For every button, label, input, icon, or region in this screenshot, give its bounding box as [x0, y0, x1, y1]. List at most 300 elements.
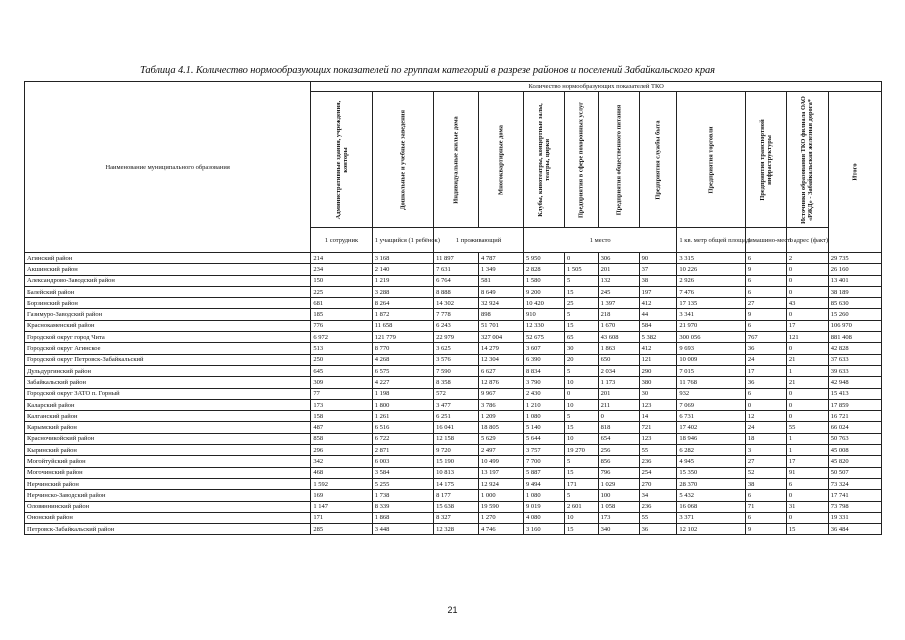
- value-cell: 12 876: [479, 377, 524, 388]
- unit-header: 1 кв. метр общей площади: [677, 228, 746, 253]
- municipality-name: Городской округ Агинское: [25, 343, 311, 354]
- value-cell: 1 863: [598, 343, 639, 354]
- value-cell: 214: [311, 253, 372, 264]
- value-cell: 38: [639, 275, 677, 286]
- value-cell: 0: [786, 512, 828, 523]
- value-cell: 309: [311, 377, 372, 388]
- value-cell: 7 700: [524, 456, 565, 467]
- value-cell: 55: [639, 512, 677, 523]
- value-cell: 468: [311, 467, 372, 478]
- value-cell: 9: [745, 524, 786, 535]
- value-cell: 10: [564, 433, 598, 444]
- value-cell: 342: [311, 456, 372, 467]
- table-row: [25, 343, 882, 354]
- total-header: Итого: [828, 92, 881, 253]
- table-row: [25, 332, 882, 343]
- value-cell: 12 330: [524, 320, 565, 331]
- value-cell: 1 198: [372, 388, 433, 399]
- value-cell: 19 270: [564, 445, 598, 456]
- value-cell: 12: [745, 411, 786, 422]
- value-cell: 24: [745, 354, 786, 365]
- category-header: Источники образования ТКО филиала ОАО «РЖД» - Забайкальская железная дорога*: [786, 92, 828, 228]
- table-row: [25, 309, 882, 320]
- value-cell: 645: [311, 365, 372, 376]
- total-cell: 73 324: [828, 478, 881, 489]
- value-cell: 11 658: [372, 320, 433, 331]
- value-cell: 0: [564, 253, 598, 264]
- municipality-name: Калганский район: [25, 411, 311, 422]
- value-cell: 1 219: [372, 275, 433, 286]
- value-cell: 296: [311, 445, 372, 456]
- value-cell: 254: [639, 467, 677, 478]
- table-row: [25, 422, 882, 433]
- value-cell: 123: [639, 433, 677, 444]
- value-cell: 17: [786, 320, 828, 331]
- unit-header: 1 учащийся (1 ребёнок): [372, 228, 433, 253]
- table-row: [25, 365, 882, 376]
- total-cell: 36 484: [828, 524, 881, 535]
- municipality-name: Кыринский район: [25, 445, 311, 456]
- value-cell: 218: [598, 309, 639, 320]
- value-cell: 4 268: [372, 354, 433, 365]
- total-cell: 38 189: [828, 286, 881, 297]
- municipal-indicators-table: [24, 81, 882, 535]
- value-cell: 5 382: [639, 332, 677, 343]
- value-cell: 52 675: [524, 332, 565, 343]
- total-cell: 45 008: [828, 445, 881, 456]
- value-cell: 8 327: [434, 512, 479, 523]
- unit-header: 1 сотрудник: [311, 228, 372, 253]
- table-row: [25, 456, 882, 467]
- value-cell: 6 251: [434, 411, 479, 422]
- value-cell: 250: [311, 354, 372, 365]
- page-number: 21: [447, 605, 458, 615]
- value-cell: 0: [745, 399, 786, 410]
- value-cell: 90: [639, 253, 677, 264]
- value-cell: 4 227: [372, 377, 433, 388]
- total-cell: 45 820: [828, 456, 881, 467]
- value-cell: 5 255: [372, 478, 433, 489]
- value-cell: 1 349: [479, 264, 524, 275]
- total-cell: 39 633: [828, 365, 881, 376]
- value-cell: 2 828: [524, 264, 565, 275]
- category-header: Предприятия в сфере похоронных услуг: [564, 92, 598, 228]
- value-cell: 10 499: [479, 456, 524, 467]
- category-header: Предприятия общественного питания: [598, 92, 639, 228]
- value-cell: 11 768: [677, 377, 746, 388]
- value-cell: 6: [745, 275, 786, 286]
- value-cell: 4 787: [479, 253, 524, 264]
- municipality-name: Забайкальский район: [25, 377, 311, 388]
- total-cell: 50 507: [828, 467, 881, 478]
- value-cell: 245: [598, 286, 639, 297]
- value-cell: 2 926: [677, 275, 746, 286]
- total-cell: 73 798: [828, 501, 881, 512]
- value-cell: 0: [786, 490, 828, 501]
- value-cell: 6: [745, 490, 786, 501]
- value-cell: 8 264: [372, 298, 433, 309]
- unit-header: 1 адрес (факт): [786, 228, 828, 253]
- value-cell: 3 576: [434, 354, 479, 365]
- value-cell: 7 476: [677, 286, 746, 297]
- value-cell: 306: [598, 253, 639, 264]
- value-cell: 18 805: [479, 422, 524, 433]
- value-cell: 30: [639, 388, 677, 399]
- unit-header: 1 машино-место: [745, 228, 786, 253]
- value-cell: 20: [564, 354, 598, 365]
- value-cell: 5 629: [479, 433, 524, 444]
- value-cell: 6: [745, 388, 786, 399]
- value-cell: 5: [564, 490, 598, 501]
- value-cell: 1 670: [598, 320, 639, 331]
- value-cell: 3 584: [372, 467, 433, 478]
- value-cell: 15 190: [434, 456, 479, 467]
- value-cell: 10 009: [677, 354, 746, 365]
- value-cell: 2 034: [598, 365, 639, 376]
- value-cell: 1 209: [479, 411, 524, 422]
- value-cell: 8 358: [434, 377, 479, 388]
- value-cell: 6 243: [434, 320, 479, 331]
- value-cell: 8 834: [524, 365, 565, 376]
- value-cell: 6 972: [311, 332, 372, 343]
- value-cell: 856: [598, 456, 639, 467]
- municipality-name: Александрово-Заводский район: [25, 275, 311, 286]
- value-cell: 3 786: [479, 399, 524, 410]
- value-cell: 581: [479, 275, 524, 286]
- municipality-name: Городской округ город Чита: [25, 332, 311, 343]
- value-cell: 71: [745, 501, 786, 512]
- municipality-name: Дульдургинский район: [25, 365, 311, 376]
- municipality-name: Агинский район: [25, 253, 311, 264]
- value-cell: 3: [745, 445, 786, 456]
- unit-header: 1 место: [524, 228, 677, 253]
- value-cell: 3 168: [372, 253, 433, 264]
- value-cell: 1 800: [372, 399, 433, 410]
- value-cell: 10 420: [524, 298, 565, 309]
- value-cell: 650: [598, 354, 639, 365]
- value-cell: 185: [311, 309, 372, 320]
- value-cell: 285: [311, 524, 372, 535]
- value-cell: 17: [786, 456, 828, 467]
- value-cell: 290: [639, 365, 677, 376]
- value-cell: 8 888: [434, 286, 479, 297]
- table-caption: Таблица 4.1. Количество нормообразующих показателей по группам категорий в разрезе районов и поселений Забайкальского края: [140, 65, 715, 76]
- value-cell: 30: [564, 343, 598, 354]
- value-cell: 52: [745, 467, 786, 478]
- value-cell: 898: [479, 309, 524, 320]
- group-header: Количество нормообразующих показателей ТКО: [311, 82, 882, 92]
- municipality-name: Могочинский район: [25, 467, 311, 478]
- table-row: [25, 411, 882, 422]
- value-cell: 77: [311, 388, 372, 399]
- value-cell: 55: [786, 422, 828, 433]
- value-cell: 9 720: [434, 445, 479, 456]
- value-cell: 173: [598, 512, 639, 523]
- value-cell: 132: [598, 275, 639, 286]
- value-cell: 18: [745, 433, 786, 444]
- value-cell: 9 019: [524, 501, 565, 512]
- value-cell: 13 197: [479, 467, 524, 478]
- total-cell: 19 331: [828, 512, 881, 523]
- value-cell: 0: [786, 388, 828, 399]
- value-cell: 100: [598, 490, 639, 501]
- value-cell: 4 080: [524, 512, 565, 523]
- value-cell: 9 693: [677, 343, 746, 354]
- value-cell: 51 701: [479, 320, 524, 331]
- value-cell: 256: [598, 445, 639, 456]
- value-cell: 15: [564, 320, 598, 331]
- value-cell: 5 950: [524, 253, 565, 264]
- value-cell: 150: [311, 275, 372, 286]
- value-cell: 36: [639, 524, 677, 535]
- value-cell: 14 175: [434, 478, 479, 489]
- value-cell: 121: [786, 332, 828, 343]
- value-cell: 17 402: [677, 422, 746, 433]
- municipality-name: Городской округ Петровск-Забайкальский: [25, 354, 311, 365]
- municipality-name: Карымский район: [25, 422, 311, 433]
- value-cell: 12 102: [677, 524, 746, 535]
- value-cell: 584: [639, 320, 677, 331]
- municipality-name: Ононский район: [25, 512, 311, 523]
- table-row: [25, 399, 882, 410]
- total-cell: 50 763: [828, 433, 881, 444]
- value-cell: 171: [311, 512, 372, 523]
- value-cell: 121 779: [372, 332, 433, 343]
- value-cell: 1 580: [524, 275, 565, 286]
- value-cell: 18 946: [677, 433, 746, 444]
- category-header: Клубы, кинотеатры, концертные залы, театры, цирки: [524, 92, 565, 228]
- value-cell: 123: [639, 399, 677, 410]
- value-cell: 6: [786, 478, 828, 489]
- category-header: Административные здания, учреждения, конторы: [311, 92, 372, 228]
- value-cell: 932: [677, 388, 746, 399]
- value-cell: 21: [786, 377, 828, 388]
- value-cell: 412: [639, 343, 677, 354]
- value-cell: 44: [639, 309, 677, 320]
- value-cell: 3 160: [524, 524, 565, 535]
- value-cell: 6 390: [524, 354, 565, 365]
- value-cell: 201: [598, 264, 639, 275]
- value-cell: 15: [564, 422, 598, 433]
- total-cell: 66 024: [828, 422, 881, 433]
- table-row: [25, 264, 882, 275]
- value-cell: 91: [786, 467, 828, 478]
- value-cell: 15: [564, 524, 598, 535]
- value-cell: 1 505: [564, 264, 598, 275]
- value-cell: 17: [745, 365, 786, 376]
- table-row: [25, 320, 882, 331]
- value-cell: 1 261: [372, 411, 433, 422]
- value-cell: 0: [564, 388, 598, 399]
- municipality-name: Красночикойский район: [25, 433, 311, 444]
- total-cell: 42 828: [828, 343, 881, 354]
- total-cell: 106 970: [828, 320, 881, 331]
- value-cell: 5 140: [524, 422, 565, 433]
- value-cell: 8 339: [372, 501, 433, 512]
- municipality-name: Каларский район: [25, 399, 311, 410]
- value-cell: 5: [564, 275, 598, 286]
- value-cell: 513: [311, 343, 372, 354]
- total-cell: 29 735: [828, 253, 881, 264]
- unit-header: 1 проживающий: [434, 228, 524, 253]
- value-cell: 10: [564, 377, 598, 388]
- table-row: [25, 377, 882, 388]
- value-cell: 6: [745, 512, 786, 523]
- value-cell: 5: [564, 411, 598, 422]
- value-cell: 37: [639, 264, 677, 275]
- value-cell: 1 270: [479, 512, 524, 523]
- value-cell: 1 080: [524, 411, 565, 422]
- value-cell: 65: [564, 332, 598, 343]
- value-cell: 0: [598, 411, 639, 422]
- value-cell: 15 638: [434, 501, 479, 512]
- value-cell: 9: [745, 309, 786, 320]
- value-cell: 173: [311, 399, 372, 410]
- value-cell: 572: [434, 388, 479, 399]
- value-cell: 6 764: [434, 275, 479, 286]
- value-cell: 24: [745, 422, 786, 433]
- table-row: [25, 354, 882, 365]
- value-cell: 380: [639, 377, 677, 388]
- value-cell: 1 397: [598, 298, 639, 309]
- municipality-name: Газимуро-Заводский район: [25, 309, 311, 320]
- value-cell: 0: [786, 411, 828, 422]
- table-row: [25, 512, 882, 523]
- value-cell: 38: [745, 478, 786, 489]
- value-cell: 5 644: [524, 433, 565, 444]
- table-row: [25, 524, 882, 535]
- value-cell: 1 000: [479, 490, 524, 501]
- value-cell: 4 746: [479, 524, 524, 535]
- total-cell: 17 741: [828, 490, 881, 501]
- value-cell: 0: [786, 286, 828, 297]
- value-cell: 0: [786, 264, 828, 275]
- value-cell: 15 350: [677, 467, 746, 478]
- value-cell: 1 868: [372, 512, 433, 523]
- value-cell: 28 370: [677, 478, 746, 489]
- value-cell: 25: [564, 298, 598, 309]
- municipality-name: Борзинский район: [25, 298, 311, 309]
- value-cell: 2 140: [372, 264, 433, 275]
- value-cell: 236: [639, 501, 677, 512]
- value-cell: 7 069: [677, 399, 746, 410]
- value-cell: 6 282: [677, 445, 746, 456]
- value-cell: 12 158: [434, 433, 479, 444]
- value-cell: 8 770: [372, 343, 433, 354]
- value-cell: 818: [598, 422, 639, 433]
- value-cell: 36: [745, 343, 786, 354]
- value-cell: 6 516: [372, 422, 433, 433]
- value-cell: 776: [311, 320, 372, 331]
- value-cell: 14: [639, 411, 677, 422]
- value-cell: 2 601: [564, 501, 598, 512]
- value-cell: 767: [745, 332, 786, 343]
- value-cell: 681: [311, 298, 372, 309]
- value-cell: 1 592: [311, 478, 372, 489]
- value-cell: 31: [786, 501, 828, 512]
- value-cell: 1: [786, 445, 828, 456]
- value-cell: 197: [639, 286, 677, 297]
- total-cell: 37 633: [828, 354, 881, 365]
- value-cell: 6 003: [372, 456, 433, 467]
- table-row: [25, 501, 882, 512]
- value-cell: 6: [745, 253, 786, 264]
- value-cell: 858: [311, 433, 372, 444]
- value-cell: 1 058: [598, 501, 639, 512]
- value-cell: 721: [639, 422, 677, 433]
- total-cell: 42 948: [828, 377, 881, 388]
- value-cell: 270: [639, 478, 677, 489]
- value-cell: 2 871: [372, 445, 433, 456]
- value-cell: 9 494: [524, 478, 565, 489]
- value-cell: 7 590: [434, 365, 479, 376]
- value-cell: 6 575: [372, 365, 433, 376]
- total-cell: 881 408: [828, 332, 881, 343]
- value-cell: 3 315: [677, 253, 746, 264]
- value-cell: 10: [564, 512, 598, 523]
- value-cell: 3 477: [434, 399, 479, 410]
- value-cell: 7 015: [677, 365, 746, 376]
- total-cell: 15 260: [828, 309, 881, 320]
- value-cell: 10: [564, 399, 598, 410]
- value-cell: 32 924: [479, 298, 524, 309]
- value-cell: 27: [745, 298, 786, 309]
- value-cell: 654: [598, 433, 639, 444]
- municipality-name: Краснокаменский район: [25, 320, 311, 331]
- value-cell: 6 627: [479, 365, 524, 376]
- value-cell: 3 607: [524, 343, 565, 354]
- value-cell: 1 147: [311, 501, 372, 512]
- value-cell: 3 288: [372, 286, 433, 297]
- value-cell: 12 328: [434, 524, 479, 535]
- value-cell: 6: [745, 320, 786, 331]
- municipality-name: Петровск-Забайкальский район: [25, 524, 311, 535]
- value-cell: 1: [786, 365, 828, 376]
- value-cell: 5 887: [524, 467, 565, 478]
- value-cell: 1 173: [598, 377, 639, 388]
- value-cell: 2: [786, 253, 828, 264]
- value-cell: 910: [524, 309, 565, 320]
- municipality-name: Могойтуйский район: [25, 456, 311, 467]
- value-cell: 15: [786, 524, 828, 535]
- value-cell: 225: [311, 286, 372, 297]
- table-row: [25, 490, 882, 501]
- value-cell: 5: [564, 365, 598, 376]
- municipality-name: Оловяннинский район: [25, 501, 311, 512]
- value-cell: 236: [639, 456, 677, 467]
- value-cell: 487: [311, 422, 372, 433]
- value-cell: 19 590: [479, 501, 524, 512]
- value-cell: 3 371: [677, 512, 746, 523]
- municipality-name: Балейский район: [25, 286, 311, 297]
- value-cell: 5: [564, 309, 598, 320]
- value-cell: 201: [598, 388, 639, 399]
- value-cell: 8 177: [434, 490, 479, 501]
- value-cell: 11 897: [434, 253, 479, 264]
- value-cell: 3 341: [677, 309, 746, 320]
- category-header: Предприятия транспортной инфраструктуры: [745, 92, 786, 228]
- value-cell: 10 813: [434, 467, 479, 478]
- value-cell: 1 872: [372, 309, 433, 320]
- table-body: [25, 253, 882, 535]
- value-cell: 0: [786, 399, 828, 410]
- value-cell: 412: [639, 298, 677, 309]
- value-cell: 16 068: [677, 501, 746, 512]
- value-cell: 1 210: [524, 399, 565, 410]
- value-cell: 15: [564, 286, 598, 297]
- value-cell: 3 790: [524, 377, 565, 388]
- value-cell: 16 041: [434, 422, 479, 433]
